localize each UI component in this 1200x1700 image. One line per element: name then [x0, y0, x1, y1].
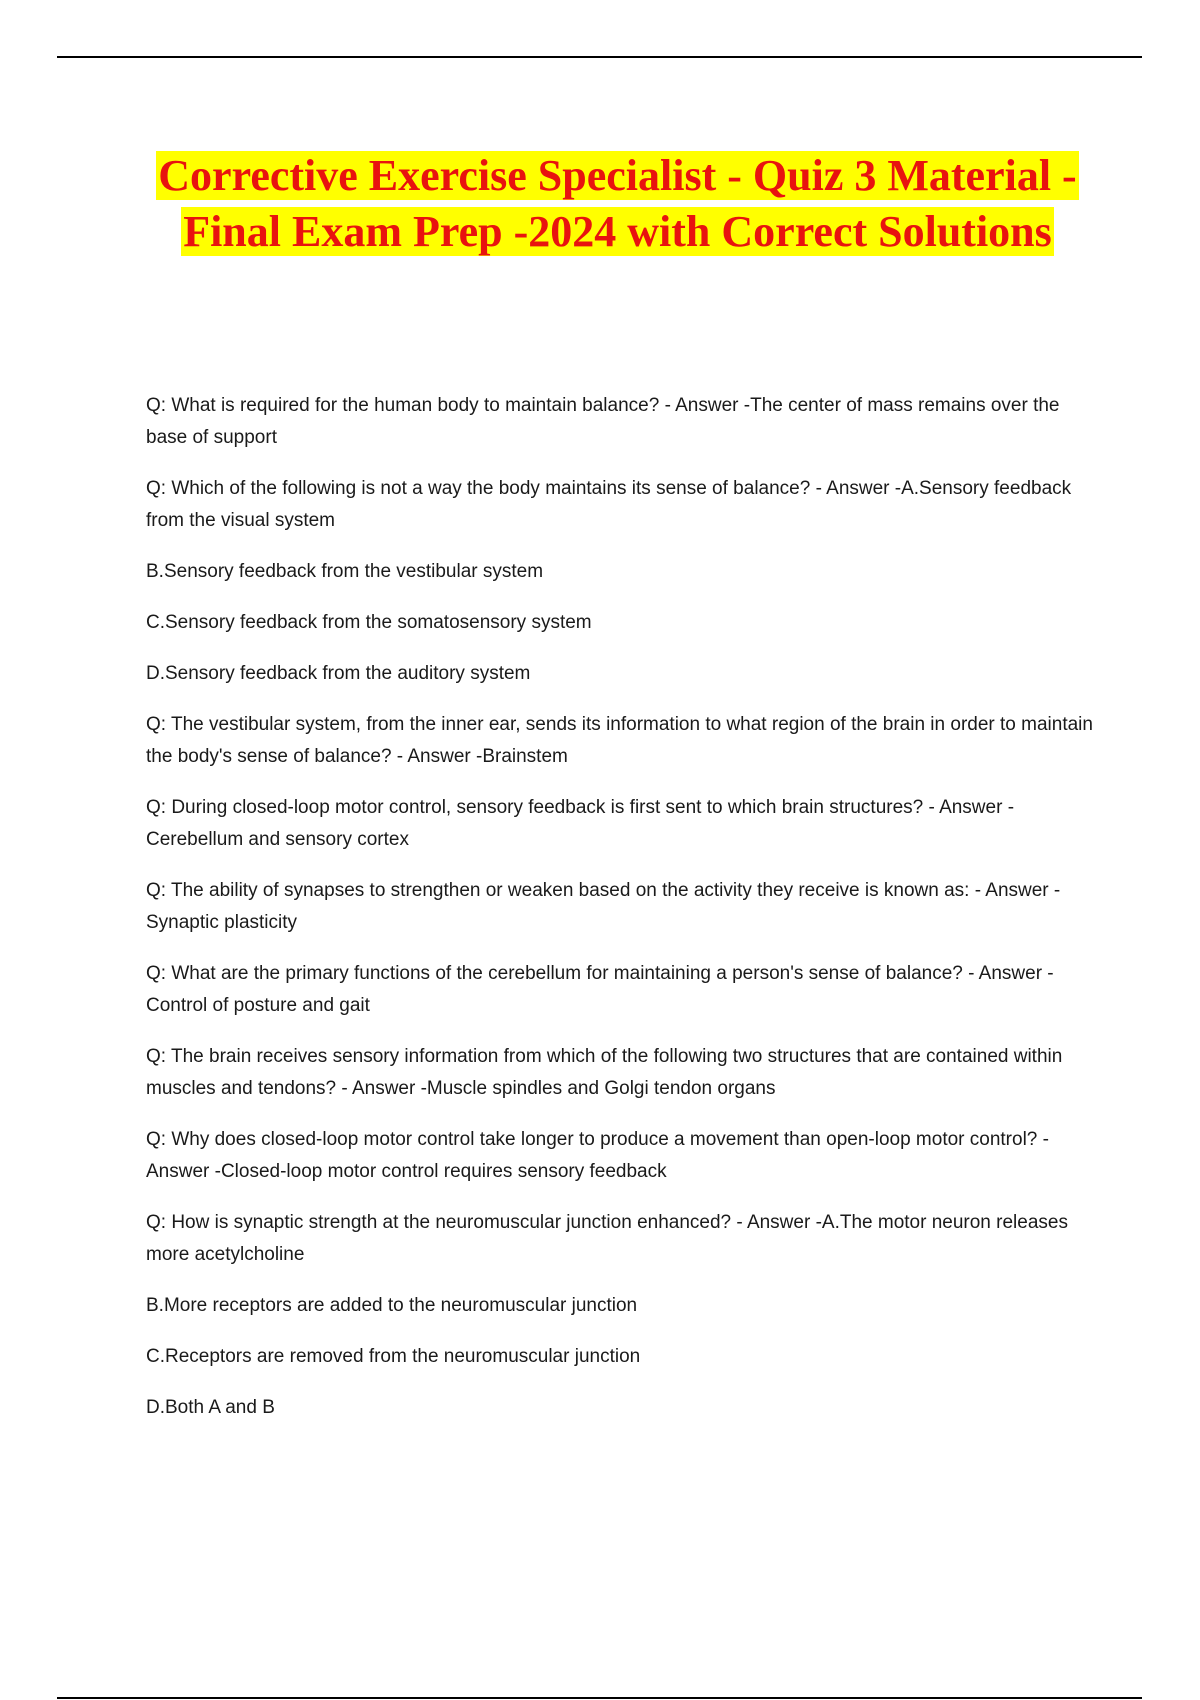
qa-paragraph: Q: Why does closed-loop motor control take longer to produce a movement than open-loop motor control? - Answer -Closed-loop motor control requires sensory feedback — [146, 1129, 1049, 1182]
qa-option: B.More receptors are added to the neuromuscular junction — [146, 1295, 638, 1316]
qa-paragraph: Q: What are the primary functions of the cerebellum for maintaining a person's sense of balance? - Answer -Control of posture and gait — [146, 963, 1054, 1016]
qa-option: B.Sensory feedback from the vestibular system — [146, 561, 544, 582]
qa-paragraph: Q: The vestibular system, from the inner ear, sends its information to what region of the brain in order to maintain the body's sense of balance? - Answer -Brainstem — [146, 714, 1093, 767]
document-title: Corrective Exercise Specialist - Quiz 3 Material - Final Exam Prep -2024 with Correct Solutions — [158, 151, 1077, 256]
qa-paragraph: Q: The ability of synapses to strengthen or weaken based on the activity they receive is known as: - Answer -Synaptic plasticity — [146, 880, 1061, 933]
qa-paragraph: Q: The brain receives sensory information from which of the following two structures that are contained within muscles and tendons? - Answer -Muscle spindles and Golgi tendon organs — [146, 1046, 1063, 1099]
title-block — [150, 148, 1085, 260]
qa-option: C.Sensory feedback from the somatosensory system — [146, 612, 592, 633]
qa-option: D.Both A and B — [146, 1397, 275, 1418]
qa-content — [146, 390, 1101, 1443]
qa-option: D.Sensory feedback from the auditory system — [146, 663, 531, 684]
qa-paragraph: Q: What is required for the human body to maintain balance? - Answer -The center of mass remains over the base of support — [146, 395, 1060, 448]
header-rule — [57, 56, 1142, 58]
qa-option: C.Receptors are removed from the neuromuscular junction — [146, 1346, 641, 1367]
footer-rule — [57, 1697, 1142, 1699]
qa-paragraph: Q: How is synaptic strength at the neuromuscular junction enhanced? - Answer -A.The motor neuron releases more acetylcholine — [146, 1212, 1068, 1265]
qa-paragraph: Q: Which of the following is not a way the body maintains its sense of balance? - Answer -A.Sensory feedback from the visual system — [146, 478, 1072, 531]
qa-paragraph: Q: During closed-loop motor control, sensory feedback is first sent to which brain structures? - Answer - Cerebellum and sensory cortex — [146, 797, 1015, 850]
